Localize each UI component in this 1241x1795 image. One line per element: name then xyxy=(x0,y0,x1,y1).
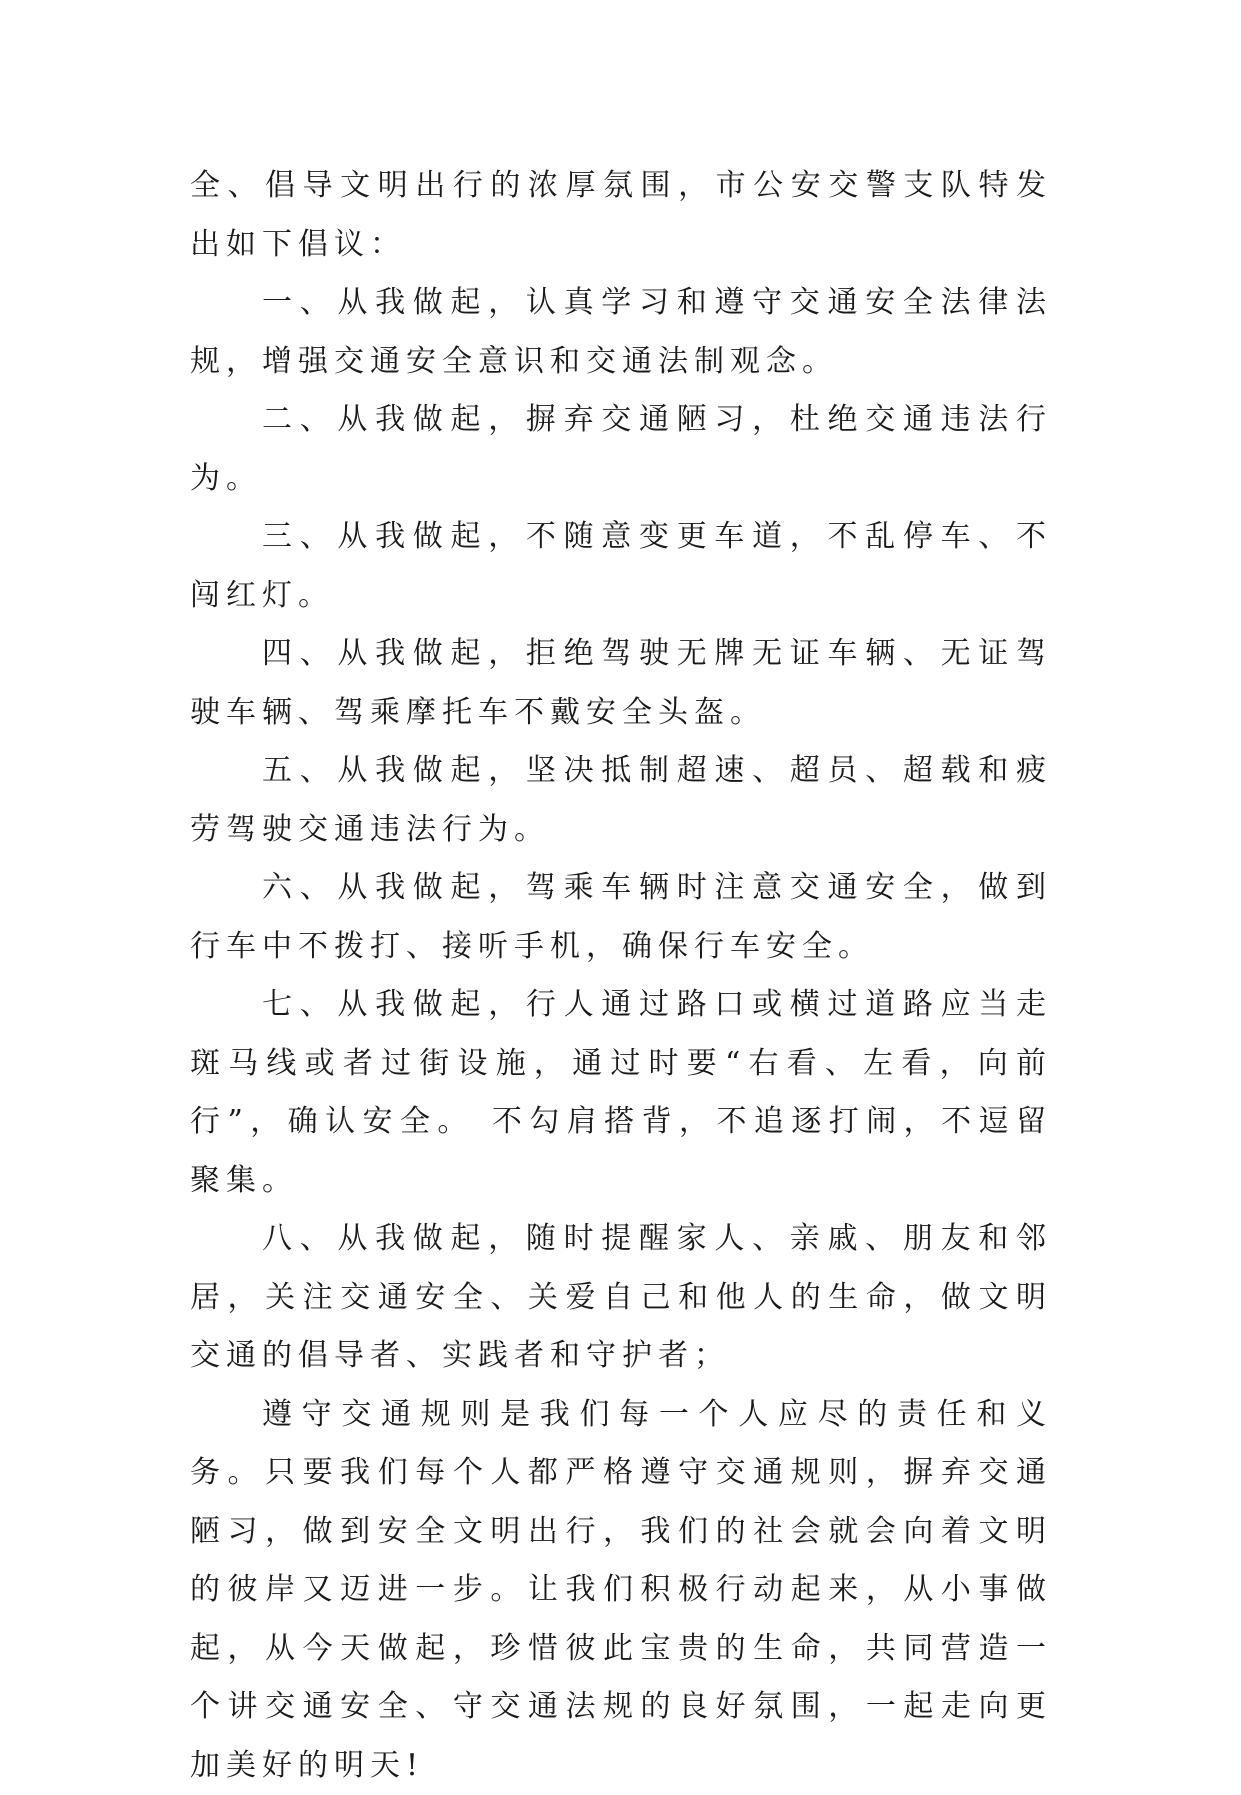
paragraph-intro: 全、倡导文明出行的浓厚氛围，市公安交警支队特发出如下倡议： xyxy=(190,157,1052,274)
paragraph-item-4: 四、从我做起，拒绝驾驶无牌无证车辆、无证驾驶车辆、驾乘摩托车不戴安全头盔。 xyxy=(190,625,1052,742)
paragraph-item-3: 三、从我做起，不随意变更车道，不乱停车、不闯红灯。 xyxy=(190,508,1052,625)
paragraph-item-6: 六、从我做起，驾乘车辆时注意交通安全，做到行车中不拨打、接听手机，确保行车安全。 xyxy=(190,859,1052,976)
paragraph-closing: 遵守交通规则是我们每一个人应尽的责任和义务。只要我们每个人都严格遵守交通规则，摒弃交通陋习，做到安全文明出行，我们的社会就会向着文明的彼岸又迈进一步。让我们积极行动起来，从小事做起，从今天做起，珍惜彼此宝贵的生命，共同营造一个讲交通安全、守交通法规的良好氛围，一起走向更加美好的明天! xyxy=(190,1386,1052,1795)
paragraph-item-8: 八、从我做起，随时提醒家人、亲戚、朋友和邻居，关注交通安全、关爱自己和他人的生命，做文明交通的倡导者、实践者和守护者； xyxy=(190,1210,1052,1386)
document-body xyxy=(190,157,1052,1795)
paragraph-item-5: 五、从我做起，坚决抵制超速、超员、超载和疲劳驾驶交通违法行为。 xyxy=(190,742,1052,859)
paragraph-item-1: 一、从我做起，认真学习和遵守交通安全法律法规，增强交通安全意识和交通法制观念。 xyxy=(190,274,1052,391)
paragraph-item-2: 二、从我做起，摒弃交通陋习，杜绝交通违法行为。 xyxy=(190,391,1052,508)
paragraph-item-7: 七、从我做起，行人通过路口或横过道路应当走斑马线或者过街设施，通过时要“右看、左看，向前行”，确认安全。 不勾肩搭背，不追逐打闹，不逗留聚集。 xyxy=(190,976,1052,1210)
